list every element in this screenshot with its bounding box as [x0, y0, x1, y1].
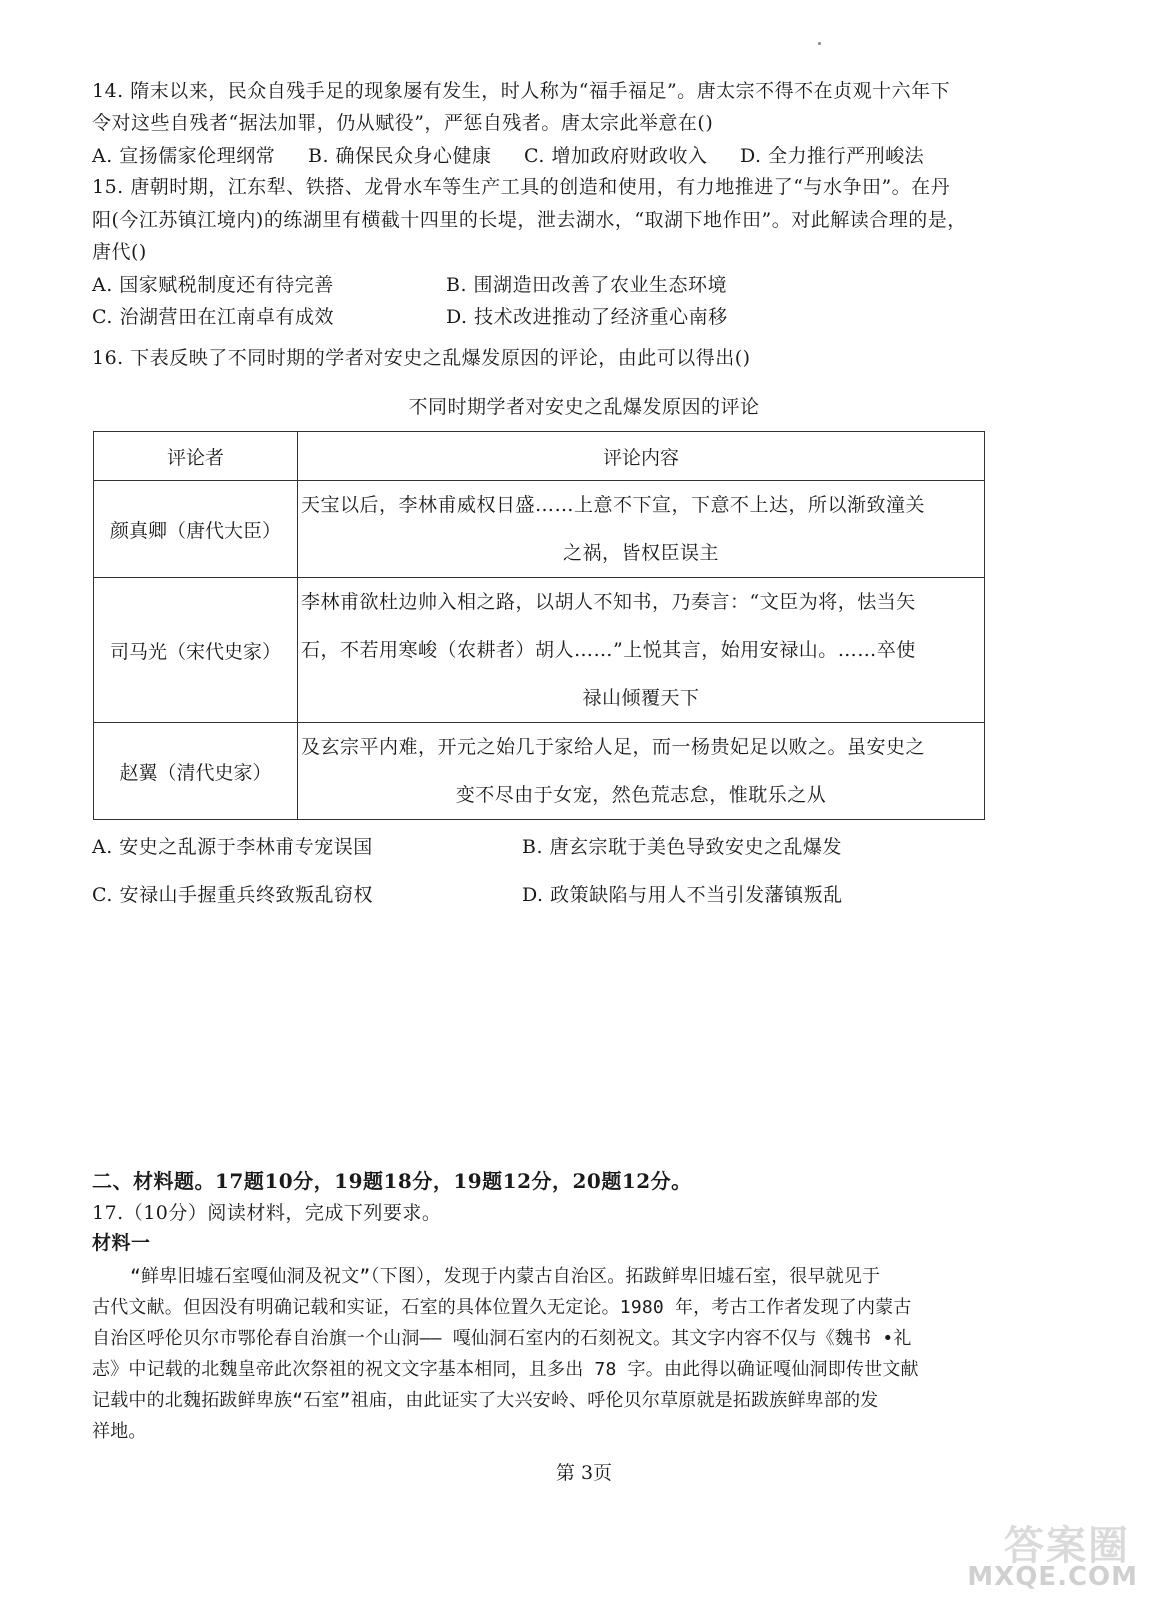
material-label: 材料一 [92, 1232, 151, 1254]
page-number: 第 3页 [555, 1462, 613, 1484]
q16-option-d: D. 政策缺陷与用人不当引发藩镇叛乱 [522, 884, 843, 906]
q16-option-b: B. 唐玄宗耽于美色导致安史之乱爆发 [522, 836, 843, 858]
q15-stem-line2: 阳(今江苏镇江境内)的练湖里有横截十四里的长堤，泄去湖水，“取湖下地作田”。对此解读合理的是， [92, 209, 967, 231]
q16-stem: 16. 下表反映了不同时期的学者对安史之乱爆发原因的评论，由此可以得出() [92, 347, 751, 369]
commentator-cell: 司马光（宋代史家） [94, 578, 298, 723]
content-line: 及玄宗平内难，开元之始几于家给人足，而一杨贵妃足以败之。虽安史之 [301, 736, 926, 758]
table-header-row [94, 432, 985, 481]
q15-stem-line1: 15. 唐朝时期，江东犁、铁搭、龙骨水车等生产工具的创造和使用，有力地推进了“与水争田”。在丹 [92, 176, 951, 198]
q16-option-a: A. 安史之乱源于李林甫专宠误国 [92, 836, 373, 858]
q14-stem-line1: 14. 隋末以来，民众自残手足的现象屡有发生，时人称为“福手福足”。唐太宗不得不在贞观十六年下 [92, 80, 951, 102]
q15-option-d: D. 技术改进推动了经济重心南移 [446, 306, 728, 328]
material-line: 记载中的北魏拓跋鲜卑族“石室”祖庙，由此证实了大兴安岭、呼伦贝尔草原就是拓跋族鲜卑部的发 [92, 1390, 879, 1411]
q15-stem-line3: 唐代() [92, 241, 147, 263]
table-caption: 不同时期学者对安史之乱爆发原因的评论 [408, 396, 760, 418]
q14-option-b: B. 确保民众身心健康 [308, 145, 492, 167]
section-heading: 二、材料题。17题10分，19题18分，19题12分，20题12分。 [92, 1169, 692, 1193]
content-cell [298, 578, 985, 723]
content-line: 变不尽由于女宠，然色荒志怠，惟耽乐之从 [455, 784, 827, 806]
commentary-table [93, 431, 985, 820]
content-line: 李林甫欲杜边帅入相之路，以胡人不知书，乃奏言：“文臣为将，怯当矢 [301, 591, 916, 613]
material-line: 志》中记载的北魏皇帝此次祭祖的祝文文字基本相同，且多出 78 字。由此得以确证嘎仙洞即传世文献 [92, 1359, 919, 1380]
content-cell [298, 723, 985, 820]
content-line: 之祸，皆权臣误主 [562, 542, 719, 564]
material-line: 古代文献。但因没有明确记载和实证，石室的具体位置久无定论。1980 年，考古工作者发现了内蒙古 [92, 1297, 912, 1318]
commentator-cell: 赵翼（清代史家） [94, 723, 298, 820]
table-row [94, 481, 985, 578]
material-line: 自治区呼伦贝尔市鄂伦春自治旗一个山洞—— 嘎仙洞石室内的石刻祝文。其文字内容不仅与《魏书 •礼 [92, 1328, 912, 1349]
watermark-logo: 答案圈 [1004, 1523, 1130, 1569]
q16-option-c: C. 安禄山手握重兵终致叛乱窃权 [92, 884, 373, 906]
commentator-cell: 颜真卿（唐代大臣） [94, 481, 298, 578]
q15-option-c: C. 治湖营田在江南卓有成效 [92, 306, 334, 328]
content-cell [298, 481, 985, 578]
table-row [94, 578, 985, 723]
q15-option-a: A. 国家赋税制度还有待完善 [92, 274, 334, 296]
q14-option-c: C. 增加政府财政收入 [524, 145, 708, 167]
q15-option-b: B. 围湖造田改善了农业生态环境 [446, 274, 728, 296]
table-row [94, 723, 985, 820]
watermark [968, 1514, 1138, 1592]
header-content: 评论内容 [298, 432, 985, 481]
watermark-site: MXQE.COM [967, 1562, 1138, 1592]
q17-stem: 17.（10分）阅读材料，完成下列要求。 [92, 1202, 442, 1224]
content-line: 天宝以后，李林甫威权日盛……上意不下宣，下意不上达，所以渐致潼关 [301, 494, 926, 516]
q14-option-a: A. 宣扬儒家伦理纲常 [92, 145, 276, 167]
speck-mark [818, 42, 821, 45]
material-line: “鲜卑旧墟石室嘎仙洞及祝文”（下图），发现于内蒙古自治区。拓跋鲜卑旧墟石室，很早就见于 [130, 1266, 881, 1287]
q14-option-d: D. 全力推行严刑峻法 [740, 145, 925, 167]
content-line: 禄山倾覆天下 [582, 687, 700, 709]
header-commentator: 评论者 [94, 432, 298, 481]
material-line: 祥地。 [92, 1421, 147, 1442]
q14-stem-line2: 令对这些自残者“据法加罪，仍从赋役”，严惩自残者。唐太宗此举意在() [92, 112, 714, 134]
content-line: 石，不若用寒峻（农耕者）胡人……”上悦其言，始用安禄山。……卒使 [301, 639, 916, 661]
